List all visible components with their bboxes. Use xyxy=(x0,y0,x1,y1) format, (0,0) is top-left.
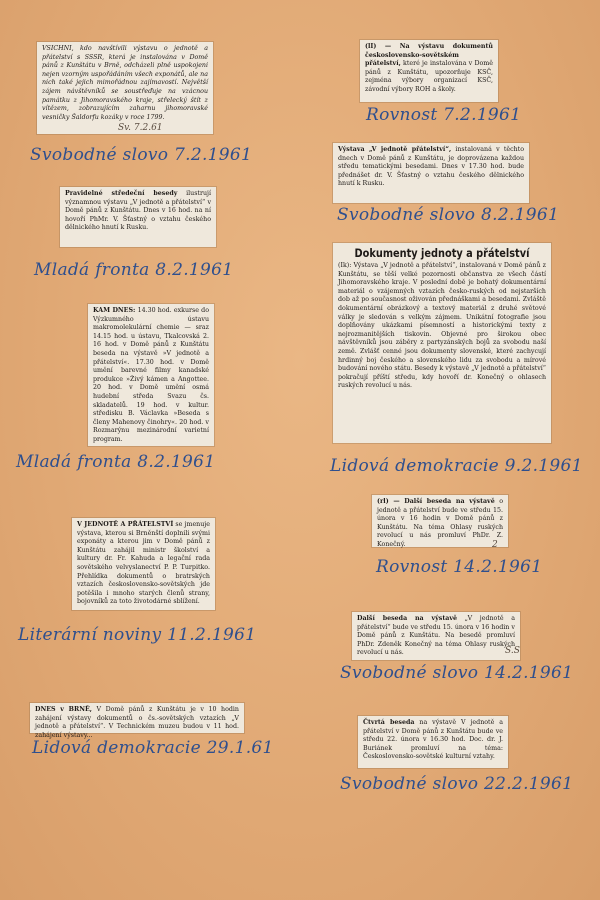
clipping-text: VSICHNI, kdo navštívili výstavu o jednotě a přátelství s SSSR, která je instalována v Domě pánů z Kunštátu v Brně, odcházeli plně uspokojeni nejen vzorným uspořádáním všech exponátů, ale na nich také jejich mimořádnou zajímavostí. Největší zájem návštěvníků se soustřeďuje na vzácnou památku z Jihomoravského kraje, střelecký štít z vítězem, zobrazujícím zaharnu jihomoravské vesničky Šaldorfu kozáky v roce 1799. xyxy=(42,45,208,121)
handwritten-source-label: Svobodné slovo 8.2.1961 xyxy=(337,205,560,225)
handwritten-source-label: Rovnost 14.2.1961 xyxy=(376,557,543,577)
handwritten-source-label: Mladá fronta 8.2.1961 xyxy=(34,260,234,280)
clipping-text: na výstavě V jednotě a přátelství v Domě pánů z Kunštátu bude ve středu 22. února v 16.30 hod. Doc. dr. J. Buriánek promluví na téma: Československo-sovětské kulturní vztahy. xyxy=(363,719,503,761)
clipping-literarni-noviny xyxy=(72,518,215,610)
handwritten-source-label: Lidová demokracie 9.2.1961 xyxy=(330,456,583,476)
clipping-headline: Pravidelné středeční besedy xyxy=(65,190,178,197)
clipping-text: 14.30 hod. exkurse do Výzkumného ústavu makromolekulární chemie — sraz 14.15 hod. u ústavu, Tkalcovská 2. 16 hod. v Domě pánů z Kunštátu beseda na výstavě »V jednotě a přátelství«. 17.30 hod. v Domě umění barevné filmy kanadské produkce »Živý kámen a Angottee. 20 hod. v Domě umění osmá hudební středa Svazu čs. skladatelů. 19 hod. v kultur. středisku B. Václavka »Beseda s členy Mahenovy činohry«. 20 hod. v Rozmarýnu mezinárodní varietní program. xyxy=(93,307,209,443)
clipping-svobodne-slovo-8-2 xyxy=(333,143,529,203)
clipping-vsichni xyxy=(37,42,213,134)
handwritten-source-label: Mladá fronta 8.2.1961 xyxy=(16,452,216,472)
clipping-svobodne-slovo-14-2 xyxy=(352,612,520,660)
clipping-text: „V jednotě a přátelství“ bude ve středu 15. února v 16 hodin v Domě pánů z Kunštátu. Na besedě promluví PhDr. Zdeněk Konečný na téma Ohlasy ruských revolucí u nás. xyxy=(357,615,515,657)
pencil-note: Sv. 7.2.61 xyxy=(118,123,163,133)
clipping-rovnost-14-2 xyxy=(372,495,508,547)
clipping-headline: (lI) — Na výstavu dokumentů československo-sovětském přátelství, xyxy=(365,43,493,68)
clipping-dokumenty-jednoty xyxy=(333,243,551,443)
pencil-note: 2 xyxy=(492,540,498,550)
clipping-text: (Ik): Výstava „V jednotě a přátelství“, instalovaná v Domě pánů z Kunštátu, se těší velké pozornosti občanstva ze všech částí Jihomoravského kraje. V poslední době je bohatý dokumentární materiál o vzájemných vztazích česko-ruských od nejstarších dob až po současnost oživován přednáškami a besedami. Zvláště dokumentární obrázkový a textový materiál z druhé světové války je sledován s velkým zájmem. Unikátní fotografie jsou doplňovány ukázkami písemností a historickými texty z nejrozmanitějších tiskovin. Objevné pro širokou obec návštěvníků jsou záběry z partyzánských bojů za svobodu naší země. Zvlášť cenné jsou dokumenty slovenské, které zachycují hrdinný boj českého a slovenského lidu za svobodu a mírové budování nového státu. Besedy k výstavě „V jednotě a přátelství“ pokračují příští středu, kdy hovoří dr. Konečný o ohlasech ruských revolucí u nás. xyxy=(338,262,546,390)
clipping-text: které je instalována v Domě pánů z Kunštátu, upozorňuje KSČ, zejména výbory organizací KSČ, závodní výbory ROH a školy. xyxy=(365,60,493,93)
clipping-text: ilustrují významnou výstavu „V jednotě a přátelství“ v Domě pánů z Kunštátu. Dnes v 16 hod. na ní hovoří PhMr. V. Šťastný o vztahu českého dělnického hnutí k Rusku. xyxy=(65,190,211,232)
clipping-headline: KAM DNES: xyxy=(93,307,136,314)
handwritten-source-label: Svobodné slovo 22.2.1961 xyxy=(340,774,574,794)
handwritten-source-label: Literární noviny 11.2.1961 xyxy=(18,625,257,645)
clipping-svobodne-slovo-22-2 xyxy=(358,716,508,768)
handwritten-source-label: Lidová demokracie 29.1.61 xyxy=(32,738,274,758)
clipping-headline: (rl) — Další beseda na výstavě xyxy=(377,498,495,505)
clipping-text: se jmenuje výstava, kterou si Brněnští doplnili svými exponáty a kterou jim v Domě pánů z Kunštátu zahájil ministr školství a kultury dr. Fr. Kahuda a legační rada sovětského velvyslanectví P. P. Turpitko. Přehlídka dokumentů o bratrských vztazích československo-sovětských jde potěšila i mnoho starých členů strany, bojovníků za toto životodárné sblížení. xyxy=(77,521,210,606)
clipping-headline: Čtvrtá beseda xyxy=(363,719,415,726)
clipping-text: instalovaná v těchto dnech v Domě pánů z Kunštátu, je doprovázena každou středu tematickými besedami. Dnes v 17.30 hod. bude přednášet dr. V. Šťastný o vztahu českého dělnického hnutí k Rusku. xyxy=(338,146,524,188)
handwritten-source-label: Rovnost 7.2.1961 xyxy=(366,105,522,125)
clipping-headline: DNES v BRNĚ, xyxy=(35,706,92,713)
clipping-headline: Další beseda na výstavě xyxy=(357,615,457,622)
clipping-headline: Dokumenty jednoty a přátelství xyxy=(354,246,530,260)
clipping-text: V Domě pánů z Kunštátu je v 10 hodin zahájení výstavy dokumentů o čs.-sovětských vztazích „V jednotě a přátelství“. V Technickém muzeu budou v 11 hod. zahájení výstavy... xyxy=(35,706,239,739)
clipping-rovnost-7-2 xyxy=(360,40,498,102)
clipping-text: o jednotě a přátelství bude ve středu 15. února v 16 hodin v Domě pánů z Kunštátu. Na téma Ohlasy ruských revolucí u nás promluví PhDr. Z. Konečný. xyxy=(377,498,503,548)
clipping-headline: V JEDNOTĚ A PŘÁTELSTVÍ xyxy=(77,521,174,528)
handwritten-source-label: Svobodné slovo 7.2.1961 xyxy=(30,145,253,165)
handwritten-source-label: Svobodné slovo 14.2.1961 xyxy=(340,663,574,683)
pencil-note: S.S xyxy=(505,646,520,656)
clipping-kam-dnes xyxy=(88,304,214,446)
clipping-lidova-demokracie-29-1 xyxy=(30,703,244,739)
clipping-mlada-fronta-besedy xyxy=(60,187,216,247)
clipping-headline: Výstava „V jednotě přátelství“, xyxy=(338,146,452,153)
